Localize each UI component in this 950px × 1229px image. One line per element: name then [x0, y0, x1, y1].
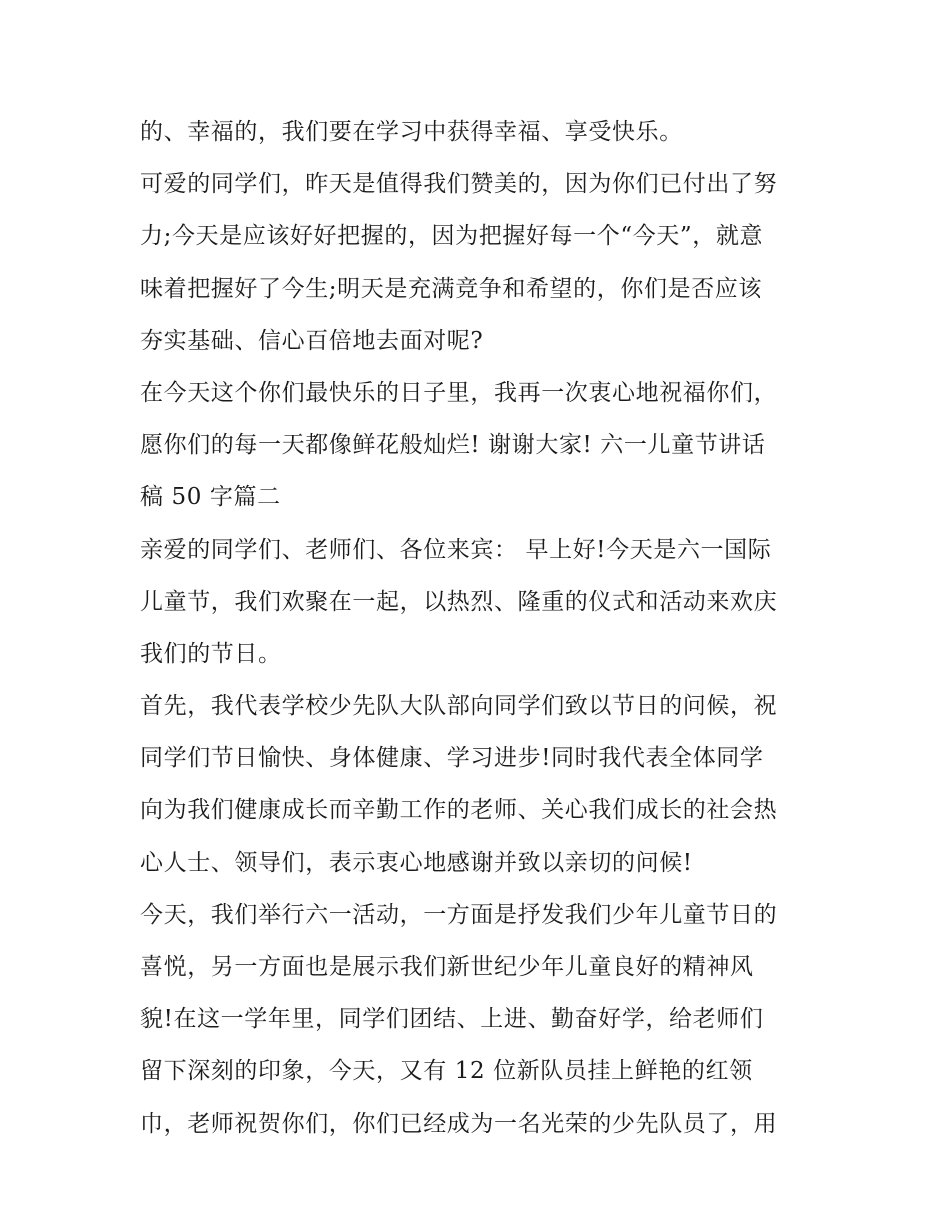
text-line: 夯实基础、信心百倍地去面对呢?	[140, 327, 484, 354]
text-line: 我们的节日。	[140, 640, 282, 667]
text-line: 的、幸福的，我们要在学习中获得幸福、享受快乐。	[140, 119, 683, 145]
text-line: 貌!在这一学年里，同学们团结、上进、勤奋好学，给老师们	[140, 1006, 764, 1033]
text-line: 味着把握好了今生;明天是充满竞争和希望的，你们是否应该	[140, 275, 762, 302]
text-line: 喜悦，另一方面也是展示我们新世纪少年儿童良好的精神风	[140, 954, 754, 980]
text-line: 儿童节，我们欢聚在一起，以热烈、隆重的仪式和活动来欢庆	[140, 588, 778, 615]
text-line: 可爱的同学们，昨天是值得我们赞美的，因为你们已付出了努	[140, 171, 778, 198]
text-line: 巾，老师祝贺你们，你们已经成为一名光荣的少先队员了，用	[140, 1110, 778, 1137]
text-line: 同学们节日愉快、身体健康、学习进步!同时我代表全体同学	[140, 745, 764, 772]
text-line: 力;今天是应该好好把握的，因为把握好每一个“今天”，就意	[140, 223, 764, 250]
text-line: 今天，我们举行六一活动，一方面是抒发我们少年儿童节日的	[140, 901, 778, 928]
text-line: 亲爱的同学们、老师们、各位来宾： 早上好!今天是六一国际	[140, 536, 772, 563]
body-text	[140, 106, 820, 1150]
text-line: 向为我们健康成长而辛勤工作的老师、关心我们成长的社会热	[140, 797, 778, 824]
text-line: 留下深刻的印象，今天，又有 12 位新队员挂上鲜艳的红领	[140, 1058, 753, 1085]
text-line: 在今天这个你们最快乐的日子里，我再一次衷心地祝福你们，	[140, 379, 778, 406]
text-line: 稿 50 字篇二	[140, 484, 281, 511]
text-line: 愿你们的每一天都像鲜花般灿烂! 谢谢大家! 六一儿童节讲话	[140, 432, 766, 459]
text-line: 心人士、领导们，表示衷心地感谢并致以亲切的问候!	[140, 849, 693, 876]
text-line: 首先，我代表学校少先队大队部向同学们致以节日的问候，祝	[140, 693, 778, 720]
